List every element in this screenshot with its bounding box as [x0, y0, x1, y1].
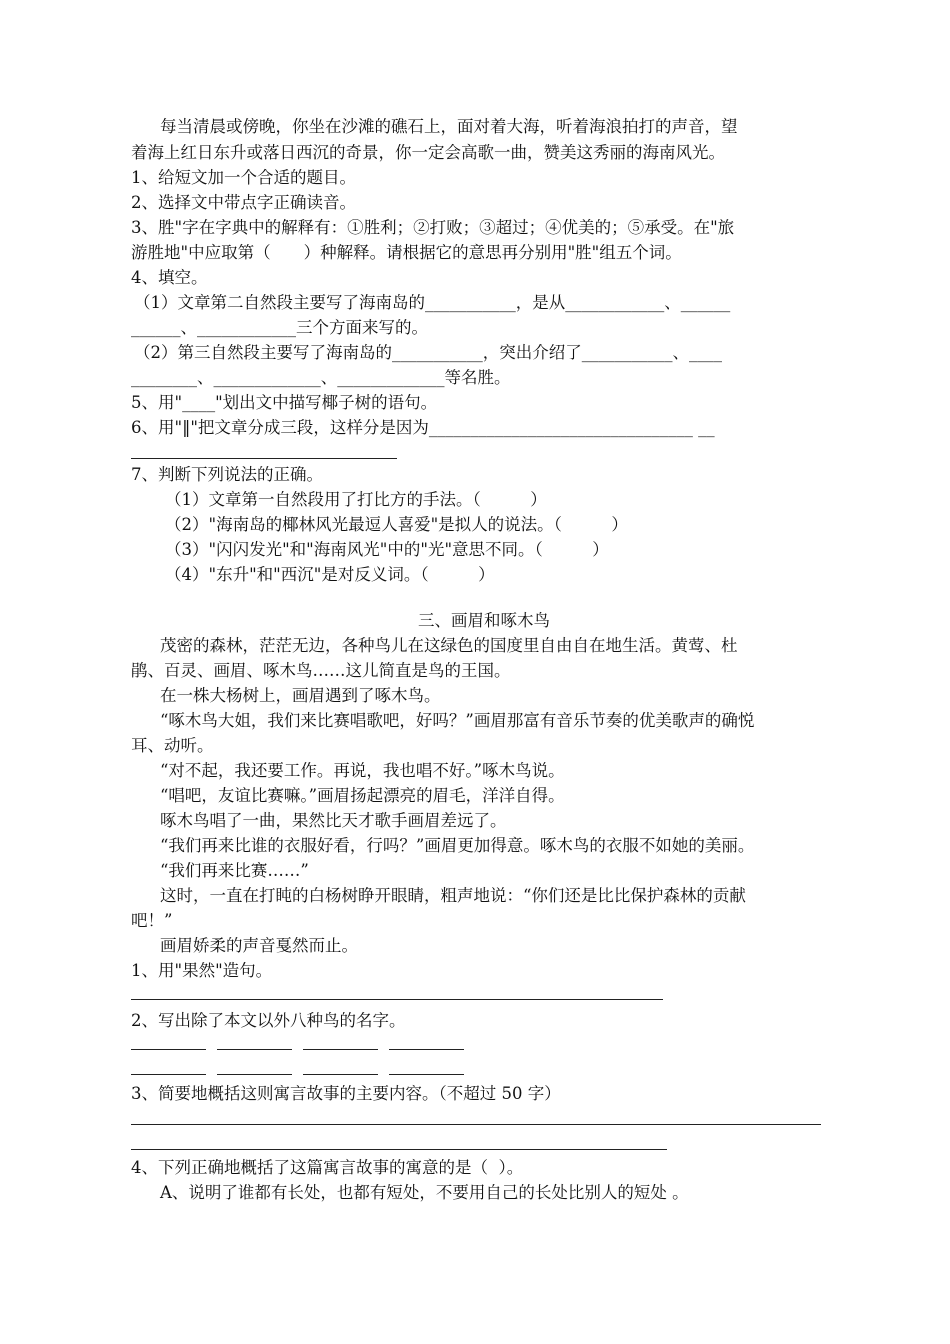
passage-line: “我们再来比赛……”: [160, 861, 309, 880]
passage-line: 在一株大杨树上，画眉遇到了啄木鸟。: [160, 686, 441, 705]
passage-line: 画眉娇柔的声音戛然而止。: [160, 936, 358, 955]
answer-blank: [131, 1074, 206, 1075]
question-4-2: （2）第三自然段主要写了海南岛的___________，突出介绍了___________、____: [134, 343, 722, 362]
question-7-3: （3）"闪闪发光"和"海南风光"中的"光"意思不同。（ ）: [165, 540, 609, 559]
answer-blank: [131, 1049, 206, 1050]
question-1: 1、给短文加一个合适的题目。: [131, 168, 356, 187]
question-5: 5、用"____"划出文中描写椰子树的语句。: [131, 393, 438, 412]
answer-blank: [217, 1049, 292, 1050]
question-3-cont: 游胜地"中应取第（ ）种解释。请根据它的意思再分别用"胜"组五个词。: [131, 243, 682, 262]
question-1: 1、用"果然"造句。: [131, 961, 273, 980]
answer-line: [131, 1149, 667, 1150]
answer-blank: [303, 1049, 378, 1050]
question-4-1: （1）文章第二自然段主要写了海南岛的___________，是从____________、______: [134, 293, 731, 312]
question-7-1: （1）文章第一自然段用了打比方的手法。（ ）: [165, 490, 547, 509]
question-2: 2、写出除了本文以外八种鸟的名字。: [131, 1011, 406, 1030]
passage-line: 鹃、百灵、画眉、啄木鸟……这儿简直是鸟的王国。: [131, 661, 511, 680]
section-title: 三、画眉和啄木鸟: [418, 611, 550, 630]
answer-blank: [389, 1049, 464, 1050]
question-3: 3、简要地概括这则寓言故事的主要内容。（不超过 50 字）: [131, 1084, 561, 1103]
question-4: 4、下列正确地概括了这篇寓言故事的寓意的是（ ）。: [131, 1158, 524, 1177]
answer-blank: [389, 1074, 464, 1075]
question-7: 7、判断下列说法的正确。: [131, 465, 323, 484]
question-4: 4、填空。: [131, 268, 208, 287]
answer-line: [131, 999, 663, 1000]
question-6: 6、用"‖"把文章分成三段，这样分是因为________________________________ __: [131, 418, 715, 437]
question-4-2-cont: ________、_____________、_____________等名胜。: [131, 368, 511, 387]
answer-line: [131, 1124, 821, 1125]
answer-blank: [303, 1074, 378, 1075]
passage-line: 耳、动听。: [131, 736, 214, 755]
answer-blank: [217, 1074, 292, 1075]
question-4-option-a: A、说明了谁都有长处，也都有短处，不要用自己的长处比别人的短处 。: [160, 1183, 689, 1202]
question-7-4: （4）"东升"和"西沉"是对反义词。（ ）: [165, 565, 495, 584]
passage-line: 这时，一直在打盹的白杨树睁开眼睛，粗声地说：“你们还是比比保护森林的贡献: [160, 886, 746, 905]
question-2: 2、选择文中带点字正确读音。: [131, 193, 356, 212]
passage-line: “对不起，我还要工作。再说，我也唱不好。”啄木鸟说。: [160, 761, 565, 780]
passage-line: 茂密的森林，茫茫无边，各种鸟儿在这绿色的国度里自由自在地生活。黄莺、杜: [160, 636, 738, 655]
passage-line: 吧！”: [131, 911, 173, 930]
passage-line: 每当清晨或傍晚，你坐在沙滩的礁石上，面对着大海，听着海浪拍打的声音，望: [160, 117, 738, 136]
question-7-2: （2）"海南岛的椰林风光最逗人喜爱"是拟人的说法。（ ）: [165, 515, 628, 534]
passage-line: “啄木鸟大姐，我们来比赛唱歌吧，好吗？”画眉那富有音乐节奏的优美歌声的确悦: [160, 711, 755, 730]
question-4-1-cont: ______、____________三个方面来写的。: [131, 318, 428, 337]
answer-line: [131, 458, 397, 459]
passage-line: 啄木鸟唱了一曲，果然比天才歌手画眉差远了。: [160, 811, 507, 830]
question-3: 3、胜"字在字典中的解释有：①胜利；②打败；③超过；④优美的；⑤承受。在"旅: [131, 218, 735, 237]
passage-line: “唱吧，友谊比赛嘛。”画眉扬起漂亮的眉毛，洋洋自得。: [160, 786, 565, 805]
passage-line: 着海上红日东升或落日西沉的奇景，你一定会高歌一曲，赞美这秀丽的海南风光。: [131, 143, 725, 162]
passage-line: “我们再来比谁的衣服好看，行吗？”画眉更加得意。啄木鸟的衣服不如她的美丽。: [160, 836, 755, 855]
